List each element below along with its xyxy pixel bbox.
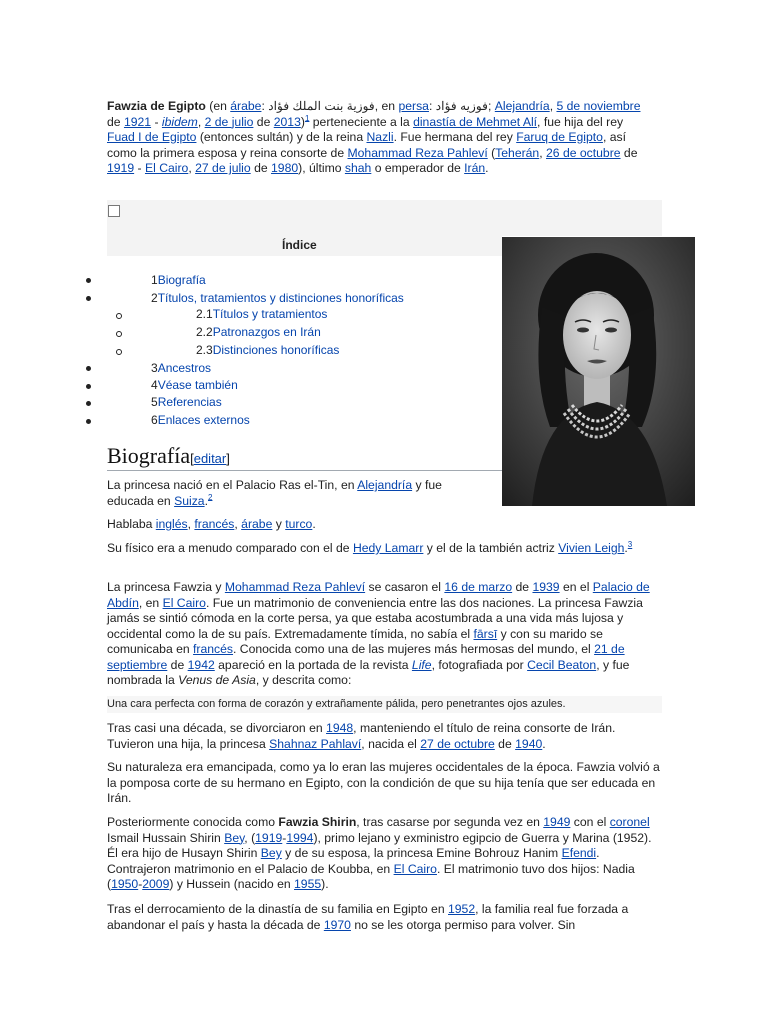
link-cecil-beaton[interactable]: Cecil Beaton: [527, 657, 597, 672]
link-persa[interactable]: persa: [398, 99, 429, 113]
toc-title: Índice: [282, 238, 317, 252]
fawzia-shirin: Fawzia Shirin: [278, 815, 357, 829]
toc-item-enlaces[interactable]: 6Enlaces externos: [151, 413, 250, 427]
section-heading-biografia: Biografía[editar]: [107, 443, 230, 468]
link-turco[interactable]: turco: [285, 517, 313, 531]
link-iran[interactable]: Irán: [464, 161, 486, 175]
toc-bullet: [86, 419, 91, 424]
link-shahnaz[interactable]: Shahnaz Pahlaví: [269, 736, 362, 751]
bio-paragraph-8: Tras el derrocamiento de la dinastía de su familia en Egipto en 1952, la familia real fue forzada a abandonar el país y hasta la década de 1970 no se les otorga permiso para volver. Sin: [107, 902, 629, 932]
link-5-noviembre[interactable]: 5 de noviembre: [556, 99, 641, 113]
link-2013[interactable]: 2013: [273, 114, 301, 129]
edit-link[interactable]: editar: [193, 451, 227, 466]
toc-container: [107, 200, 662, 236]
toc-item-vease[interactable]: 4Véase también: [151, 378, 238, 392]
link-arabe[interactable]: árabe: [230, 99, 262, 113]
link-alejandria[interactable]: Alejandría: [494, 99, 550, 113]
arabic-name: : فوزية بنت الملك فؤاد: [261, 99, 375, 113]
link-dinastia[interactable]: dinastía de Mehmet Alí: [413, 114, 538, 129]
link-1921[interactable]: 1921: [123, 114, 152, 129]
bio-paragraph-6: Su naturaleza era emancipada, como ya lo eran las mujeres occidentales de la época. Fawzia volvió a la pomposa corte de su hermano en Egipto, con la condición de que su hija tenía que ser educada en Irán.: [107, 760, 660, 805]
bio-paragraph-5: Tras casi una década, se divorciaron en 1948, manteniendo el título de reina consorte de Irán. Tuvieron una hija, la princesa Shahnaz Pahlaví, nacida el 27 de octubre de 1940.: [107, 721, 616, 751]
link-1950[interactable]: 1950: [111, 877, 139, 891]
link-nazli[interactable]: Nazli: [366, 130, 394, 144]
intro-paragraph: Fawzia de Egipto (en árabe: فوزية بنت الملك فؤاد, en persa: فوزیه فؤاد; Alejandría, 5 de noviembre de 1921 - ibidem, 2 de julio de 2013)$^1$ perteneciente a la dinastía de Mehmet Alí, fue hija del rey Fuad I de Egipto (entonces sultán) y de la reina Nazli. Fue hermana del rey Faruq de Egipto, así como la primera esposa y reina consorte de Mohammad Reza Pahleví (Teherán, 26 de octubre de 1919 - El Cairo, 27 de julio de 1980), último shah o emperador de Irán.: [107, 99, 641, 175]
link-life[interactable]: Life: [411, 657, 432, 672]
link-el-cairo-2[interactable]: El Cairo: [162, 595, 206, 610]
ref-2[interactable]: 2: [207, 492, 213, 502]
toc-item-referencias[interactable]: 5Referencias: [151, 395, 222, 409]
link-1939[interactable]: 1939: [532, 580, 560, 594]
toc-bullet: [86, 366, 91, 371]
toc-sub-bullet: [116, 313, 122, 319]
toc-item-ancestros[interactable]: 3Ancestros: [151, 361, 212, 375]
persian-name: : فوزیه فؤاد: [428, 99, 489, 113]
link-1980[interactable]: 1980: [271, 161, 299, 175]
ref-1[interactable]: 1: [304, 113, 310, 123]
bio-paragraph-2: Hablaba inglés, francés, árabe y turco.: [107, 517, 316, 531]
link-frances-2[interactable]: francés: [193, 642, 234, 656]
toc-bullet: [86, 384, 91, 389]
link-palacio-abdin[interactable]: Palacio de Abdín: [107, 580, 650, 610]
link-1948[interactable]: 1948: [326, 721, 354, 735]
link-el-cairo-3[interactable]: El Cairo: [393, 861, 437, 876]
link-ingles[interactable]: inglés: [155, 517, 188, 531]
link-alejandria-2[interactable]: Alejandría: [357, 478, 413, 492]
bio-paragraph-1: La princesa nació en el Palacio Ras el-Tin, en Alejandría y fue educada en Suiza.$^2$: [107, 478, 442, 508]
blockquote: Una cara perfecta con forma de corazón y extrañamente pálida, pero penetrantes ojos azules.: [107, 696, 662, 713]
link-1919-2[interactable]: 1919: [255, 830, 283, 845]
link-faruq[interactable]: Faruq de Egipto: [516, 130, 603, 144]
ref-3[interactable]: 3: [627, 539, 633, 549]
toc-sub-bullet: [116, 349, 122, 355]
link-16-marzo[interactable]: 16 de marzo: [444, 580, 513, 594]
link-26-octubre[interactable]: 26 de octubre: [546, 145, 621, 160]
toc-bullet: [86, 401, 91, 406]
link-efendi[interactable]: Efendi: [561, 846, 597, 860]
link-hedy-lamarr[interactable]: Hedy Lamarr: [352, 541, 424, 555]
link-fuad[interactable]: Fuad I de Egipto: [107, 130, 197, 144]
toc-bullet: [86, 296, 91, 301]
link-27-julio[interactable]: 27 de julio: [195, 161, 251, 175]
link-1942[interactable]: 1942: [187, 657, 215, 672]
link-farsi[interactable]: fārsī: [473, 626, 498, 641]
toc-item-distinciones[interactable]: 2.3Distinciones honoríficas: [196, 343, 340, 357]
link-1970[interactable]: 1970: [323, 917, 351, 932]
link-suiza[interactable]: Suiza: [174, 493, 205, 508]
bio-paragraph-3: Su físico era a menudo comparado con el de Hedy Lamarr y el de la también actriz Vivien Leigh.$^3$: [107, 539, 633, 555]
link-27-octubre[interactable]: 27 de octubre: [420, 736, 495, 751]
link-bey-2[interactable]: Bey: [260, 846, 282, 860]
section-divider: [107, 470, 502, 471]
link-shah[interactable]: shah: [344, 161, 372, 175]
link-21-septiembre[interactable]: 21 de septiembre: [107, 642, 625, 672]
link-arabe-2[interactable]: árabe: [241, 517, 273, 531]
link-1955[interactable]: 1955: [294, 877, 322, 891]
toc-item-patronazgos[interactable]: 2.2Patronazgos en Irán: [196, 325, 321, 339]
link-mohammad-reza-2[interactable]: Mohammad Reza Pahleví: [224, 580, 366, 594]
portrait-photo-drawing: [502, 237, 695, 506]
bio-paragraph-4: La princesa Fawzia y Mohammad Reza Pahleví se casaron el 16 de marzo de 1939 en el Palacio de Abdín, en El Cairo. Fue un matrimonio de conveniencia entre las dos naciones. La princesa Fawzia jamás se sintió cómoda en la corte persa, ya que estaba acostumbrada a una vida más lujosa y occidental como la de su país. Extremadamente tímida, no sabía el fārsī y con su marido se comunicaba en francés. Conocida como una de las mujeres más hermosas del mundo, el 21 de septiembre de 1942 apareció en la portada de la revista Life, fotografiada por Cecil Beaton, y fue nombrada la Venus de Asia, y descrita como:: [107, 580, 650, 687]
toc-item-biografia[interactable]: 1Biografía: [151, 273, 206, 287]
link-vivien-leigh[interactable]: Vivien Leigh: [558, 541, 625, 555]
link-bey[interactable]: Bey: [224, 830, 245, 845]
edit-section: [editar]: [190, 451, 230, 466]
link-teheran[interactable]: Teherán: [495, 145, 540, 160]
link-1919[interactable]: 1919: [107, 161, 135, 175]
link-frances[interactable]: francés: [194, 517, 235, 531]
toc-item-titulos-tratamientos[interactable]: 2.1Títulos y tratamientos: [196, 307, 328, 321]
toc-item-titulos[interactable]: 2Títulos, tratamientos y distinciones honoríficas: [151, 291, 404, 305]
link-mohammad-reza[interactable]: Mohammad Reza Pahleví: [347, 145, 488, 160]
bio-paragraph-7: Posteriormente conocida como Fawzia Shirin, tras casarse por segunda vez en 1949 con el coronel Ismail Hussain Shirin Bey, (1919-1994), primo lejano y exministro egipcio de Guerra y Marina (1952). Él era hijo de Husayn Shirin Bey y de su esposa, la princesa Emine Bohrouz Hanim Efendi. Contrajeron matrimonio en el Palacio de Koubba, en El Cairo. El matrimonio tuvo dos hijos: Nadia (1950-2009) y Hussein (nacido en 1955).: [107, 815, 652, 891]
link-2009[interactable]: 2009: [142, 877, 170, 891]
venus-de-asia: Venus de Asia: [178, 673, 256, 687]
toc-sub-bullet: [116, 331, 122, 337]
link-2-julio[interactable]: 2 de julio: [204, 114, 254, 129]
link-1994[interactable]: 1994: [286, 830, 314, 845]
link-1952[interactable]: 1952: [448, 902, 476, 916]
portrait-photo[interactable]: [502, 237, 695, 506]
article-subject: Fawzia de Egipto: [107, 99, 206, 113]
toc-bullet: [86, 278, 91, 283]
link-1949[interactable]: 1949: [543, 815, 571, 829]
link-ibidem[interactable]: ibidem: [161, 114, 198, 129]
link-coronel[interactable]: coronel: [609, 815, 650, 829]
toc-toggle-checkbox[interactable]: [108, 205, 120, 217]
link-1940[interactable]: 1940: [515, 736, 543, 751]
link-el-cairo[interactable]: El Cairo: [144, 161, 189, 175]
